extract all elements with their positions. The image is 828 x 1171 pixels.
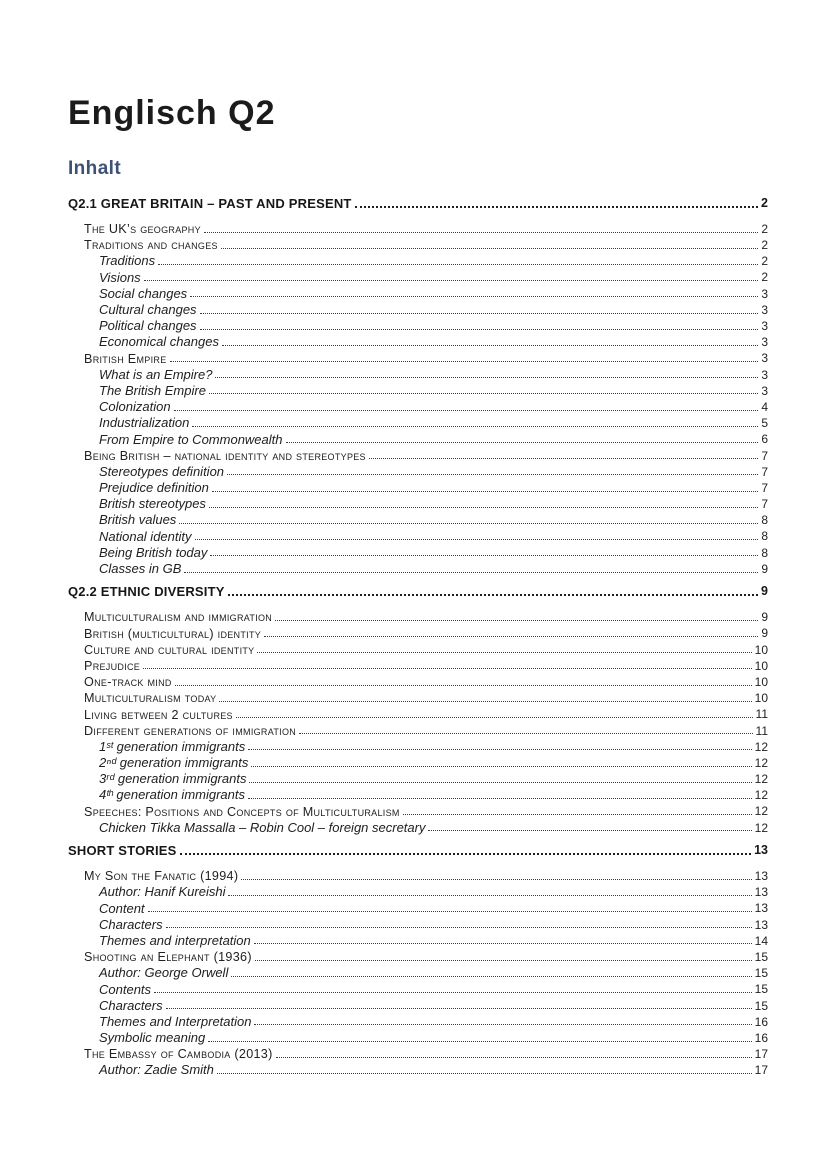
toc-entry[interactable] — [68, 802, 768, 818]
toc-entry[interactable] — [68, 333, 768, 349]
toc-entry-page: 6 — [761, 432, 768, 447]
toc-entry-page: 9 — [761, 626, 768, 641]
dot-leader — [257, 652, 751, 653]
toc-entry-label: Shooting an Elephant (1936) — [84, 950, 252, 965]
toc-entry[interactable] — [68, 754, 768, 770]
toc-entry-label: Prejudice — [84, 658, 141, 673]
dot-leader — [195, 539, 759, 540]
toc-entry[interactable] — [68, 980, 768, 996]
dot-leader — [190, 296, 758, 297]
toc-entry-label: Characters — [99, 916, 163, 932]
toc-entry-page: 7 — [761, 448, 768, 463]
toc-entry-page: 17 — [754, 1063, 768, 1078]
toc-entry-label: Prejudice definition — [99, 480, 209, 496]
toc-entry-page: 8 — [761, 529, 768, 544]
toc-entry[interactable] — [68, 511, 768, 527]
dot-leader — [148, 911, 752, 912]
toc-entry[interactable] — [68, 722, 768, 738]
dot-leader — [184, 572, 758, 573]
toc-entry-page: 13 — [754, 885, 768, 900]
toc-entry-page: 12 — [754, 739, 768, 754]
dot-leader — [428, 830, 751, 831]
toc-entry[interactable] — [68, 398, 768, 414]
toc-entry-page: 2 — [761, 270, 768, 285]
toc-entry-page: 3 — [761, 302, 768, 317]
toc-entry-label: Visions — [99, 269, 141, 285]
dot-leader — [231, 976, 751, 977]
toc-entry-label: Social changes — [99, 285, 188, 301]
toc-entry-page: 12 — [754, 820, 768, 835]
dot-leader — [275, 620, 758, 621]
toc-entry-page: 16 — [754, 1014, 768, 1029]
toc-entry[interactable] — [68, 689, 768, 705]
toc-entry[interactable] — [68, 899, 768, 915]
toc-entry-label: Multiculturalism today — [84, 691, 217, 706]
toc-entry-page: 12 — [754, 772, 768, 787]
toc-entry[interactable] — [68, 236, 768, 252]
toc-entry-label: Cultural changes — [99, 302, 197, 317]
dot-leader — [236, 717, 753, 718]
toc-entry-label: Stereotypes definition — [99, 463, 225, 479]
toc-entry-page: 12 — [754, 788, 768, 803]
toc-entry-label: Traditions and changes — [84, 238, 218, 253]
toc-entry-label: Author: Zadie Smith — [99, 1062, 214, 1078]
toc-entry-page: 2 — [761, 254, 768, 269]
dot-leader — [180, 853, 752, 855]
toc-entry-page: 7 — [761, 497, 768, 512]
dot-leader — [204, 232, 758, 233]
toc-entry-page: 15 — [754, 949, 768, 964]
toc-entry[interactable] — [68, 414, 768, 430]
toc-entry-label: 1ˢᵗ generation immigrants — [99, 738, 246, 754]
dot-leader — [217, 1073, 752, 1074]
toc-entry[interactable] — [68, 867, 768, 883]
toc-entry[interactable] — [68, 195, 768, 211]
toc-entry-page: 3 — [761, 335, 768, 350]
toc-entry-label: SHORT STORIES — [68, 843, 177, 858]
document-title: Englisch Q2 — [68, 94, 276, 132]
toc-entry-page: 7 — [761, 464, 768, 479]
toc-entry[interactable] — [68, 883, 768, 899]
toc-entry[interactable] — [68, 447, 768, 463]
toc-entry-label: Colonization — [99, 399, 171, 415]
dot-leader — [158, 264, 758, 265]
toc-entry-label: Industrialization — [99, 415, 190, 431]
toc-entry[interactable] — [68, 301, 768, 317]
dot-leader — [166, 927, 752, 928]
dot-leader — [254, 1024, 751, 1025]
toc-entry[interactable] — [68, 1061, 768, 1077]
toc-entry-label: My Son the Fanatic (1994) — [84, 869, 239, 884]
toc-entry[interactable] — [68, 317, 768, 333]
toc-entry[interactable] — [68, 657, 768, 673]
toc-entry[interactable] — [68, 1029, 768, 1045]
toc-entry-label: The Embassy of Cambodia (2013) — [84, 1047, 273, 1062]
toc-entry-page: 2 — [761, 196, 768, 211]
dot-leader — [221, 248, 759, 249]
toc-entry-label: National identity — [99, 528, 192, 544]
toc-entry[interactable] — [68, 560, 768, 576]
toc-entry-label: Author: George Orwell — [99, 965, 229, 981]
dot-leader — [241, 879, 751, 880]
toc-entry[interactable] — [68, 479, 768, 495]
toc-entry-page: 9 — [761, 610, 768, 625]
toc-entry-page: 12 — [754, 804, 768, 819]
dot-leader — [170, 361, 759, 362]
dot-leader — [175, 685, 752, 686]
toc-list — [68, 195, 768, 1078]
toc-entry[interactable] — [68, 1013, 768, 1029]
toc-entry[interactable] — [68, 527, 768, 543]
toc-entry-page: 11 — [755, 723, 768, 738]
toc-entry-label: Themes and interpretation — [99, 932, 251, 948]
toc-entry[interactable] — [68, 641, 768, 657]
toc-entry-page: 2 — [761, 221, 768, 236]
dot-leader — [276, 1057, 752, 1058]
dot-leader — [209, 507, 758, 508]
toc-entry-page: 16 — [754, 1030, 768, 1045]
toc-entry-page: 2 — [761, 238, 768, 253]
toc-entry[interactable] — [68, 430, 768, 446]
dot-leader — [210, 555, 758, 556]
toc-entry-page: 15 — [754, 966, 768, 981]
toc-entry[interactable] — [68, 705, 768, 721]
dot-leader — [255, 960, 752, 961]
toc-entry[interactable] — [68, 842, 768, 858]
toc-entry-label: Content — [99, 900, 145, 916]
toc-entry-page: 11 — [755, 707, 768, 722]
toc-entry-label: Author: Hanif Kureishi — [99, 884, 226, 900]
toc-entry-label: Symbolic meaning — [99, 1030, 206, 1046]
toc-entry-label: Culture and cultural identity — [84, 642, 255, 657]
toc-entry[interactable] — [68, 624, 768, 640]
dot-leader — [286, 442, 759, 443]
dot-leader — [212, 491, 758, 492]
toc-entry-label: Living between 2 cultures — [84, 707, 233, 722]
toc-entry[interactable] — [68, 252, 768, 268]
toc-entry[interactable] — [68, 997, 768, 1013]
dot-leader — [403, 814, 752, 815]
dot-leader — [215, 377, 758, 378]
toc-entry[interactable] — [68, 1045, 768, 1061]
dot-leader — [219, 701, 751, 702]
toc-entry-page: 10 — [754, 642, 768, 657]
toc-entry-page: 13 — [754, 843, 768, 858]
toc-entry[interactable] — [68, 495, 768, 511]
toc-entry[interactable] — [68, 544, 768, 560]
dot-leader — [251, 766, 751, 767]
toc-entry-page: 13 — [754, 869, 768, 883]
toc-entry-page: 8 — [761, 513, 768, 528]
toc-entry-label: Characters — [99, 997, 163, 1013]
dot-leader — [264, 636, 758, 637]
dot-leader — [228, 594, 758, 596]
toc-entry-label: The British Empire — [99, 382, 206, 398]
toc-entry[interactable] — [68, 770, 768, 786]
toc-entry[interactable] — [68, 964, 768, 980]
dot-leader — [209, 393, 758, 394]
dot-leader — [200, 329, 759, 330]
toc-heading: Inhalt — [68, 157, 122, 179]
toc-entry-page: 4 — [761, 399, 768, 414]
toc-entry-page: 17 — [754, 1047, 768, 1062]
toc-entry-label: Traditions — [99, 253, 156, 269]
toc-entry[interactable] — [68, 608, 768, 624]
toc-entry-page: 15 — [754, 998, 768, 1013]
toc-entry-page: 9 — [761, 584, 768, 599]
dot-leader — [144, 280, 759, 281]
toc-entry[interactable] — [68, 349, 768, 365]
toc-entry[interactable] — [68, 948, 768, 964]
toc-entry-page: 9 — [761, 561, 768, 576]
dot-leader — [227, 474, 758, 475]
toc-entry-label: 3ʳᵈ generation immigrants — [99, 771, 247, 787]
toc-entry-page: 12 — [754, 755, 768, 770]
toc-entry-label: One-track mind — [84, 675, 172, 690]
toc-entry-label: Classes in GB — [99, 561, 182, 576]
toc-entry-label: Being British today — [99, 544, 208, 560]
toc-entry-label: British (multicultural) identity — [84, 626, 262, 641]
toc-entry-page: 5 — [761, 416, 768, 431]
toc-entry[interactable] — [68, 285, 768, 301]
toc-entry-page: 13 — [754, 901, 768, 916]
toc-entry-page: 3 — [761, 351, 768, 366]
toc-entry-page: 3 — [761, 367, 768, 382]
toc-entry[interactable] — [68, 366, 768, 382]
toc-entry-page: 10 — [754, 674, 768, 689]
toc-entry-page: 14 — [754, 933, 768, 948]
toc-entry[interactable] — [68, 463, 768, 479]
toc-entry-label: Themes and Interpretation — [99, 1013, 252, 1029]
toc-entry-page: 13 — [754, 917, 768, 932]
toc-entry-page: 15 — [754, 982, 768, 997]
toc-entry[interactable] — [68, 916, 768, 932]
toc-entry-label: From Empire to Commonwealth — [99, 431, 283, 447]
toc-entry-page: 3 — [761, 286, 768, 301]
toc-entry[interactable] — [68, 738, 768, 754]
toc-entry-label: Speeches: Positions and Concepts of Multiculturalism — [84, 804, 400, 819]
toc-entry-label: British Empire — [84, 351, 167, 366]
dot-leader — [254, 943, 752, 944]
dot-leader — [154, 992, 752, 993]
toc-entry-label: Q2.1 GREAT BRITAIN – PAST AND PRESENT — [68, 195, 352, 211]
toc-entry-label: Chicken Tikka Massalla – Robin Cool – foreign secretary — [99, 819, 426, 835]
toc-entry-label: Contents — [99, 981, 152, 997]
toc-entry-label: 2ⁿᵈ generation immigrants — [99, 755, 249, 771]
dot-leader — [208, 1041, 751, 1042]
toc-entry-page: 8 — [761, 545, 768, 560]
dot-leader — [179, 523, 758, 524]
toc-entry-page: 10 — [754, 658, 768, 673]
toc-entry[interactable] — [68, 583, 768, 599]
toc-entry[interactable] — [68, 819, 768, 835]
dot-leader — [174, 410, 759, 411]
toc-entry[interactable] — [68, 932, 768, 948]
dot-leader — [248, 749, 751, 750]
toc-entry-label: Being British – national identity and stereotypes — [84, 448, 366, 463]
toc-entry-label: Multiculturalism and immigration — [84, 610, 273, 625]
toc-entry[interactable] — [68, 220, 768, 236]
dot-leader — [355, 206, 758, 208]
dot-leader — [299, 733, 752, 734]
dot-leader — [166, 1008, 752, 1009]
dot-leader — [228, 895, 751, 896]
toc-entry-label: Economical changes — [99, 334, 219, 350]
toc-entry-label: The UK’s geography — [84, 222, 201, 237]
toc-entry[interactable] — [68, 382, 768, 398]
toc-entry-page: 3 — [761, 383, 768, 398]
dot-leader — [369, 458, 758, 459]
dot-leader — [249, 782, 751, 783]
dot-leader — [248, 798, 752, 799]
toc-entry-label: Q2.2 ETHNIC DIVERSITY — [68, 584, 225, 600]
toc-entry[interactable] — [68, 268, 768, 284]
toc-entry-label: Political changes — [99, 318, 197, 334]
toc-entry[interactable] — [68, 786, 768, 802]
toc-entry-page: 7 — [761, 480, 768, 495]
dot-leader — [200, 313, 759, 314]
toc-entry-label: British values — [99, 512, 177, 528]
toc-entry-label: Different generations of immigration — [84, 723, 297, 738]
dot-leader — [143, 668, 752, 669]
toc-entry-label: British stereotypes — [99, 496, 206, 512]
toc-entry-label: What is an Empire? — [99, 366, 213, 382]
dot-leader — [192, 426, 758, 427]
toc-entry[interactable] — [68, 673, 768, 689]
toc-entry-page: 3 — [761, 319, 768, 333]
toc-entry-page: 10 — [754, 691, 768, 706]
toc-entry-label: 4ᵗʰ generation immigrants — [99, 787, 246, 803]
dot-leader — [222, 345, 758, 346]
